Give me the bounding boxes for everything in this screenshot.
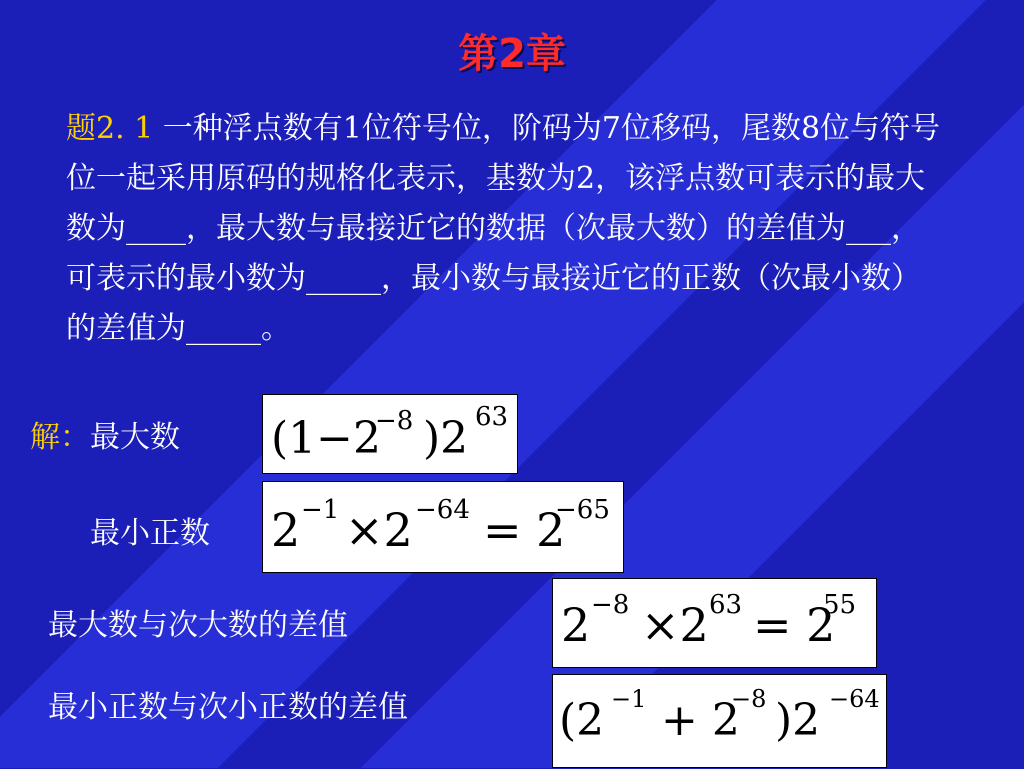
formula-maxdiff-op: ×2 — [641, 598, 709, 652]
formula-max — [262, 394, 518, 474]
formula-min-diff — [552, 674, 887, 768]
formula-min-e1: −1 — [301, 495, 340, 525]
formula-mindiff-e1: −1 — [611, 685, 647, 713]
solution-row-max — [30, 412, 180, 456]
formula-min-e3: −65 — [555, 495, 610, 525]
formula-max-exp1: −8 — [375, 406, 414, 436]
slide-title: 第2章 — [458, 31, 566, 77]
solution-label: 解： — [30, 420, 90, 455]
row-text-max: 最大数 — [90, 420, 180, 455]
formula-min-b1: 2 — [271, 503, 301, 557]
formula-maxdiff-e1: −8 — [591, 590, 630, 620]
formula-mindiff-e2: −8 — [731, 685, 767, 713]
problem-label: 题2. 1 — [66, 111, 154, 146]
formula-min-op: ×2 — [345, 503, 413, 557]
row-text-max-diff: 最大数与次大数的差值 — [48, 608, 348, 643]
formula-max-mid: )2 — [423, 413, 469, 464]
formula-min-e2: −64 — [415, 495, 470, 525]
formula-maxdiff-e2: 63 — [709, 590, 743, 620]
formula-max-exp2: 63 — [475, 402, 509, 432]
row-text-min-positive: 最小正数 — [90, 516, 210, 551]
formula-min-eq: = 2 — [483, 503, 566, 557]
problem-statement — [66, 104, 946, 354]
formula-max-diff — [552, 578, 877, 668]
formula-maxdiff-eq: = 2 — [753, 598, 836, 652]
formula-maxdiff-e3: 55 — [823, 590, 857, 620]
formula-max-base: (1−2 — [271, 413, 382, 464]
formula-mindiff-op: + 2 — [661, 695, 740, 746]
formula-mindiff-b1: (2 — [559, 695, 605, 746]
row-text-min-diff: 最小正数与次小正数的差值 — [48, 690, 408, 725]
formula-min-positive — [262, 481, 624, 573]
formula-mindiff-eq: )2 — [775, 695, 821, 746]
problem-text: 一种浮点数有1位符号位，阶码为7位移码，尾数8位与符号位一起采用原码的规格化表示，基数为2，该浮点数可表示的最大数为____，最大数与最接近它的数据（次最大数）的差值为___，可表示的最小数为_____，最小数与最接近它的正数（次最小数）的差值为_____。 — [66, 111, 941, 346]
formula-mindiff-e3: −64 — [829, 685, 880, 713]
formula-maxdiff-b1: 2 — [561, 598, 591, 652]
